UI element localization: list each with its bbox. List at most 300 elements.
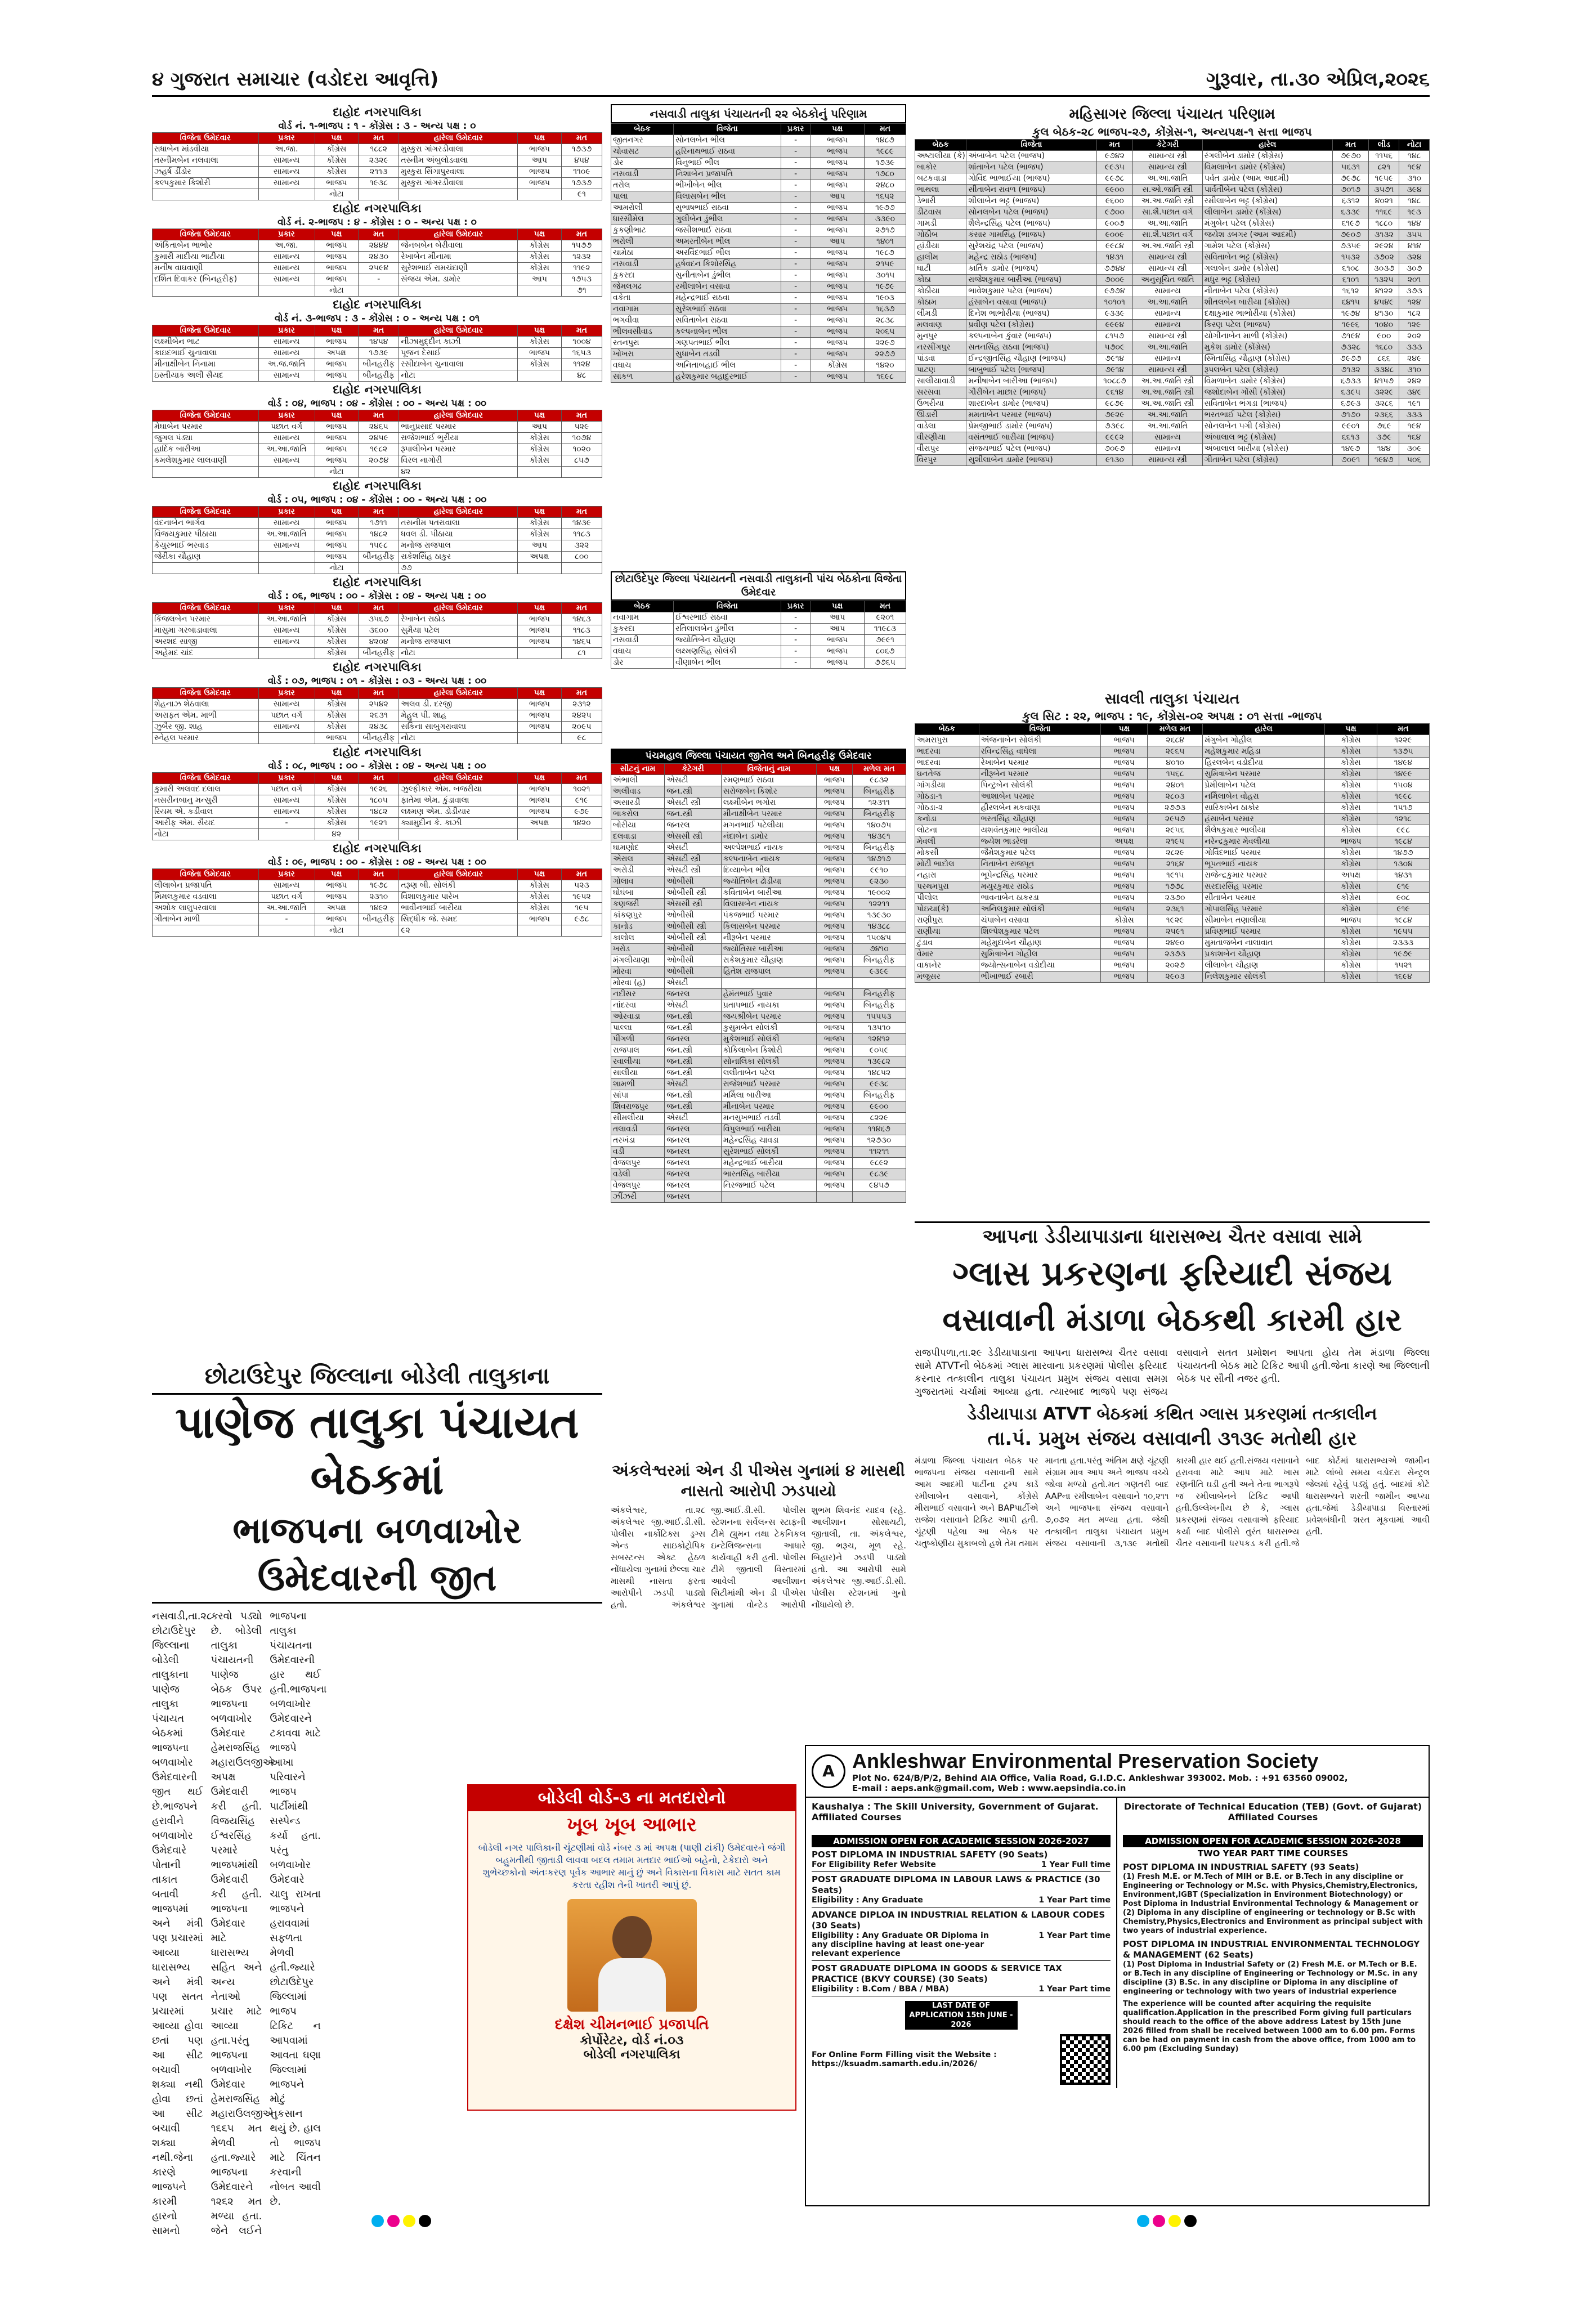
table-row bbox=[611, 910, 906, 921]
table-row bbox=[611, 865, 906, 876]
table-row bbox=[915, 825, 1430, 836]
table-row bbox=[611, 349, 906, 360]
table-row bbox=[153, 274, 602, 285]
table-cell: કોંગ્રેસ bbox=[518, 880, 562, 892]
bodeli-thanks-ad bbox=[467, 1784, 796, 2111]
table-cell: ૧૦૪૦ bbox=[1369, 320, 1399, 331]
table-cell: ૨૦૭૪ bbox=[359, 455, 399, 467]
table-cell: તરોલ bbox=[611, 180, 674, 191]
table-cell: ભાજપ bbox=[811, 326, 864, 338]
table-cell: ઝુબૈર જી. શાહ bbox=[153, 722, 259, 733]
table-cell: લક્ષ્મીબેન ભાટ bbox=[153, 337, 259, 348]
table-cell: ૯૦૦૯ bbox=[1096, 230, 1133, 241]
table-cell: મહેન્દ્રભાઈ બારીયા bbox=[721, 1158, 816, 1169]
table-cell: પીલોલ bbox=[915, 893, 979, 904]
table-row bbox=[915, 162, 1430, 173]
table-row bbox=[611, 281, 906, 293]
table-cell: ૧૯૭૯ bbox=[864, 281, 906, 293]
table-cell: ૧૯૨૧ bbox=[359, 818, 399, 829]
table-cell: ૧૩૯૮૨ bbox=[852, 1056, 906, 1068]
table-cell: ૯૮૯૨ bbox=[852, 1158, 906, 1169]
table-cell: ૪૫૪ bbox=[561, 155, 602, 167]
table-cell: ભાજપ bbox=[817, 921, 853, 933]
table-cell: ખોખરા bbox=[611, 349, 674, 360]
table-cell: ભાજપ bbox=[817, 1079, 853, 1090]
table-cell: ડેભારી bbox=[915, 196, 966, 207]
table-cell: અપક્ષ bbox=[1325, 870, 1377, 881]
table-row bbox=[611, 180, 906, 191]
table-cell: ૬૧૯૭ bbox=[1332, 218, 1369, 230]
table-row bbox=[153, 625, 602, 637]
table-cell: ૭૯૦૭ bbox=[1332, 230, 1369, 241]
table-cell: ૧૪૫૪ bbox=[359, 337, 399, 348]
ad-title: બોડેલી વોર્ડ-૩ ના મતદારોનો bbox=[468, 1785, 795, 1811]
table-cell: ૧૪૪ bbox=[1369, 444, 1399, 455]
table-cell: અલ્પેશભાઈ નાયક bbox=[721, 843, 816, 854]
column-header: મત bbox=[359, 507, 399, 518]
sanjay-sub-1: ડેડીયાપાડા ATVT બેઠકમાં કથિત ગ્લાસ પ્રકરણમાં તત્કાલીન bbox=[967, 1404, 1377, 1424]
dahod-ward-table bbox=[152, 506, 602, 574]
person-org: બોડેલી નગરપાલિકા bbox=[583, 2048, 680, 2062]
table-cell: પીંગળી bbox=[611, 1034, 665, 1045]
table-cell: ભાજપ bbox=[811, 338, 864, 349]
course-eligibility: Eligibility : Any Graduate OR Diploma in any discipline having at least one-year relevant experience bbox=[812, 1931, 989, 1958]
table-cell: મીનાબેન પરમાર bbox=[721, 1101, 816, 1113]
table-cell: મુસ્કુરા ગાંગરડીવાલા bbox=[399, 144, 518, 155]
table-cell: નોટા bbox=[315, 189, 359, 200]
table-cell: ૧૪૮૨ bbox=[359, 529, 399, 540]
table-cell: દલવાડા bbox=[611, 831, 665, 843]
table-cell bbox=[359, 563, 399, 574]
table-cell: - bbox=[781, 293, 811, 304]
table-cell: - bbox=[781, 259, 811, 270]
table-cell: અ.જા. bbox=[258, 144, 315, 155]
table-cell: ૧૯૦૦૨ bbox=[852, 888, 906, 899]
table-cell: ૭૧ bbox=[561, 285, 602, 297]
dahod-ward-table bbox=[152, 772, 602, 840]
table-cell: સામાન્ય bbox=[258, 540, 315, 552]
table-cell: બીનહરીફ bbox=[359, 552, 399, 563]
table-cell: ૯૭૯ bbox=[561, 807, 602, 818]
table-cell: કોંગ્રેસ bbox=[1325, 791, 1377, 803]
table-cell: રૂપાલીબેન પરમાર bbox=[399, 444, 518, 455]
sanjay-sub-2: તા.પં. પ્રમુખ સંજય વસાવાની ૩૧૩૯ મતોથી હાર bbox=[987, 1427, 1357, 1450]
table-row bbox=[915, 185, 1430, 196]
table-cell: ૩૯૪ bbox=[1399, 185, 1430, 196]
table-cell: ઓબીસી સ્ત્રી bbox=[665, 888, 722, 899]
table-cell: અ.આ.જાતિ સ્ત્રી bbox=[1133, 241, 1203, 252]
table-cell: ૩૨૪ bbox=[1399, 252, 1430, 263]
table-cell: સીમાબેન તણાલીયા bbox=[1203, 915, 1325, 926]
table-cell: ગોઠડા-૨ bbox=[915, 803, 979, 814]
table-cell: જ્યોત્સનાબેન વડોદીયા bbox=[979, 960, 1101, 971]
table-cell: સાંકળ bbox=[611, 371, 674, 383]
table-cell: ૧૪૩૧ bbox=[1377, 870, 1430, 881]
table-cell: ૨૬૮૪ bbox=[1148, 735, 1203, 746]
table-cell: ૩૩૯૦ bbox=[864, 214, 906, 225]
table-cell: ભાદરવા bbox=[915, 758, 979, 769]
course-duration: 1 Year Full time bbox=[1041, 1860, 1111, 1869]
table-cell: ૨૦૧ bbox=[1399, 275, 1430, 286]
table-row bbox=[611, 888, 906, 899]
table-cell: લક્ષ્મણસિંહ સોલંકી bbox=[674, 646, 781, 657]
table-cell: ૨૫૯૪ bbox=[359, 263, 399, 274]
table-cell: કોંગ્રેસ bbox=[1325, 769, 1377, 780]
table-cell: વીરાપુર bbox=[915, 444, 966, 455]
table-cell: સામાન્ય bbox=[258, 795, 315, 807]
table-row bbox=[153, 784, 602, 795]
table-cell: નવાગામ bbox=[611, 304, 674, 315]
table-cell: ભાજપ bbox=[811, 135, 864, 146]
table-cell: ૧૧૯૮૩ bbox=[864, 624, 906, 635]
table-cell: વઘાચ bbox=[611, 360, 674, 371]
table-cell: કમલેશકુમાર લાલવાણી bbox=[153, 455, 259, 467]
column-header: પક્ષ bbox=[315, 603, 359, 614]
table-cell: કલ્પનાબેન ભીલ bbox=[674, 326, 781, 338]
table-cell: ભાજપ bbox=[817, 1090, 853, 1101]
table-cell: ભાજપ bbox=[315, 733, 359, 744]
table-cell: સામાન્ય bbox=[258, 722, 315, 733]
table-cell: અંબાલાલ બારીયા (કોંગ્રેસ) bbox=[1202, 444, 1332, 455]
table-cell bbox=[518, 285, 562, 297]
table-cell: કોંગ્રેસ bbox=[1325, 859, 1377, 870]
table-cell: હરિનાથભાઈ રાઠવા bbox=[674, 146, 781, 158]
table-cell: કોંગ્રેસ bbox=[1325, 926, 1377, 938]
column-header: બેઠક bbox=[611, 124, 674, 135]
table-cell: ૬૧૦૧ bbox=[1332, 275, 1369, 286]
table-cell: ૧૩૯૩૦ bbox=[852, 910, 906, 921]
table-cell: - bbox=[781, 214, 811, 225]
table-cell: બિનહરીફ bbox=[852, 989, 906, 1000]
table-row bbox=[611, 1101, 906, 1113]
table-cell: ભાજપ bbox=[1101, 825, 1148, 836]
column-header: નોટા bbox=[1399, 140, 1430, 151]
table-cell: ૧૨૯ bbox=[1399, 320, 1430, 331]
table-cell: નહારા bbox=[915, 870, 979, 881]
table-cell: અ.આ.જાતિ bbox=[258, 614, 315, 625]
table-cell: ૯૦૮ bbox=[1377, 893, 1430, 904]
table-cell: ઘામણોદ bbox=[611, 843, 665, 854]
table-cell: હર્ષવદન કિશોરસિંહ bbox=[674, 259, 781, 270]
table-row bbox=[915, 960, 1430, 971]
table-cell: રાજેન્દ્રકુમાર પરમાર bbox=[1203, 870, 1325, 881]
table-cell: બીનહરીફ bbox=[359, 370, 399, 382]
table-cell: ૮૫૭ bbox=[561, 455, 602, 467]
table-row bbox=[915, 320, 1430, 331]
table-cell: ભાજપ bbox=[518, 784, 562, 795]
table-cell: - bbox=[781, 236, 811, 248]
table-cell: લીમડી bbox=[915, 308, 966, 320]
table-cell bbox=[518, 563, 562, 574]
table-cell: ભાજપ bbox=[315, 359, 359, 370]
table-cell: ૧૯૭૭ bbox=[864, 203, 906, 214]
table-cell: વાડેલા bbox=[915, 421, 966, 432]
table-row bbox=[915, 151, 1430, 162]
table-cell: ૭૯૭૦ bbox=[1332, 151, 1369, 162]
table-cell: રાધાબેન માંડવીયા bbox=[153, 144, 259, 155]
table-cell: ઓબીસી bbox=[665, 910, 722, 921]
table-cell: મલવાણ bbox=[915, 320, 966, 331]
table-row bbox=[611, 966, 906, 978]
table-cell: મનીષાબેન બારીઆ (ભાજપ) bbox=[966, 376, 1096, 387]
dahod-ward-title: દાહોદ નગરપાલિકા bbox=[333, 105, 422, 119]
table-row bbox=[611, 876, 906, 888]
table-cell: ૭૦૦૯ bbox=[1096, 275, 1133, 286]
table-cell: ૧૪૦૧ bbox=[864, 236, 906, 248]
table-cell bbox=[153, 563, 259, 574]
table-cell: તસ્નીમબેન નલવાલા bbox=[153, 155, 259, 167]
table-cell: તસ્નીમ અંબુલોડવાલા bbox=[399, 155, 518, 167]
table-cell: કોંગ્રેસ bbox=[1101, 915, 1148, 926]
table-cell: કિંજલબેન પરમાર bbox=[153, 614, 259, 625]
table-cell: બીનહરીફ bbox=[359, 733, 399, 744]
table-cell: ભાજપ bbox=[817, 775, 853, 786]
table-cell: ૫૦૬ bbox=[1399, 455, 1430, 466]
table-row bbox=[611, 191, 906, 203]
table-cell: રસીદાબેન ચુનાવાલા bbox=[399, 359, 518, 370]
table-cell: ૧૯૭૮ bbox=[359, 880, 399, 892]
course-duration: 1 Year Part time bbox=[1038, 1931, 1111, 1940]
table-cell: ૨૪૮૦ bbox=[864, 180, 906, 191]
table-cell: હંસાબેન પરમાર bbox=[1203, 814, 1325, 825]
table-cell: હીરલબેન મકવાણા bbox=[979, 803, 1101, 814]
table-cell: નોટા bbox=[315, 563, 359, 574]
table-row bbox=[153, 722, 602, 733]
table-cell: જયેશ ડબગર (આમ આદમી) bbox=[1202, 230, 1332, 241]
table-row bbox=[611, 270, 906, 281]
table-cell: વડી bbox=[611, 1147, 665, 1158]
table-cell: ભાજપ bbox=[518, 795, 562, 807]
table-cell: ૨૪૨ bbox=[1399, 376, 1430, 387]
table-cell: - bbox=[781, 646, 811, 657]
table-cell: ૬૭૩૩ bbox=[1332, 376, 1369, 387]
table-cell: સકિના સાબુગરાવાલા bbox=[399, 722, 518, 733]
table-cell: પ્રકાશબેન ચૌહાણ bbox=[1203, 949, 1325, 960]
table-row bbox=[611, 248, 906, 259]
table-cell: સામાન્ય bbox=[258, 807, 315, 818]
table-cell: - bbox=[781, 270, 811, 281]
table-cell: સા.શૈ.પછાત વર્ગ bbox=[1133, 207, 1203, 218]
table-cell: ૮૧૫૭ bbox=[1096, 331, 1133, 342]
table-cell: મંગલીયાણા bbox=[611, 955, 665, 966]
column-header: હારેલા ઉમેદવાર bbox=[399, 869, 518, 880]
table-cell: ભાજપ bbox=[1101, 870, 1148, 881]
table-cell: ૧૬૫૩ bbox=[561, 348, 602, 359]
column-header: પક્ષ bbox=[518, 133, 562, 144]
table-row bbox=[915, 848, 1430, 859]
right-admission-bar: ADMISSION OPEN FOR ACADEMIC SESSION 2026-2028 bbox=[1123, 1835, 1423, 1847]
course-item bbox=[812, 1847, 1111, 1872]
table-row bbox=[611, 955, 906, 966]
table-cell: ભાજપ bbox=[817, 955, 853, 966]
table-cell: ૭૩૨૮ bbox=[1332, 342, 1369, 353]
table-cell: હાંડીયા bbox=[915, 241, 966, 252]
table-cell: કોંગ્રેસ bbox=[1325, 971, 1377, 983]
table-cell: અનુસૂચિત જાતિ bbox=[1133, 275, 1203, 286]
table-cell: કોંગ્રેસ bbox=[315, 167, 359, 178]
table-cell: જસીશભાઈ રાઠવા bbox=[674, 225, 781, 236]
table-cell: ૨૦૯૫ bbox=[561, 722, 602, 733]
table-row bbox=[611, 635, 906, 646]
table-cell: મધુર ભટ્ટ (કોંગ્રેસ) bbox=[1202, 275, 1332, 286]
table-cell: ૨૪૦૧ bbox=[1148, 780, 1203, 791]
table-cell: ૧૯૩ bbox=[1399, 207, 1430, 218]
table-cell: ૨૪૩૮ bbox=[359, 722, 399, 733]
table-row bbox=[915, 735, 1430, 746]
table-row bbox=[153, 189, 602, 200]
table-cell: ૯૬૧૪ bbox=[1096, 387, 1133, 398]
table-row bbox=[915, 791, 1430, 803]
table-cell: ૨૯૫૬ bbox=[1148, 825, 1203, 836]
table-cell: ૯૨૩૦ bbox=[852, 876, 906, 888]
table-cell: ૨૪૬૫ bbox=[359, 422, 399, 433]
column-header: મત bbox=[561, 773, 602, 784]
table-cell: વેજલપુર bbox=[611, 1180, 665, 1192]
table-cell: ૪૦૨૧ bbox=[1369, 196, 1399, 207]
table-cell: - bbox=[781, 203, 811, 214]
table-cell bbox=[258, 467, 315, 478]
table-cell: ૬૬૧૩ bbox=[1332, 432, 1369, 444]
table-cell: આરીફ એમ. સૈયદ bbox=[153, 818, 259, 829]
mahisagar-block bbox=[915, 104, 1430, 681]
table-row bbox=[915, 286, 1430, 297]
table-cell: ભાજપ bbox=[315, 240, 359, 252]
table-row bbox=[153, 903, 602, 914]
table-cell bbox=[518, 370, 562, 382]
table-cell: વેજલપુર bbox=[611, 1158, 665, 1169]
table-cell: શાંતાબેન પટેલ (ભાજપ) bbox=[966, 162, 1096, 173]
registration-dots-left bbox=[371, 2215, 435, 2229]
table-cell: લલીતાબેન પટેલ bbox=[721, 1068, 816, 1079]
table-cell: ગૌરીબેન માછાર (ભાજપ) bbox=[966, 387, 1096, 398]
course-item bbox=[812, 1961, 1111, 1996]
table-cell: ૩૪૯ bbox=[1399, 387, 1430, 398]
table-cell: રાજપાલ bbox=[611, 1045, 665, 1056]
table-cell: - bbox=[258, 818, 315, 829]
table-cell: ભાજપ bbox=[315, 422, 359, 433]
table-row bbox=[915, 376, 1430, 387]
table-cell: ભીલવસીવાડ bbox=[611, 326, 674, 338]
table-cell: - bbox=[781, 191, 811, 203]
table-row bbox=[915, 926, 1430, 938]
header-right: ગુરૂવાર, તા.૩૦ એપ્રિલ,૨૦૨૬ bbox=[1206, 68, 1430, 91]
ad-title-2: ખૂબ ખૂબ આભાર bbox=[567, 1813, 697, 1836]
table-cell: કોંગ્રેસ bbox=[518, 359, 562, 370]
table-row bbox=[611, 624, 906, 635]
table-cell: અ.આ.જાતિ bbox=[1133, 173, 1203, 185]
table-cell: મર્મિલા બારીઆ bbox=[721, 1090, 816, 1101]
table-cell: ૬૭૯૩ bbox=[1332, 398, 1369, 410]
table-cell: ૨૮૦૩ bbox=[1148, 791, 1203, 803]
table-cell: ભાજપ bbox=[315, 914, 359, 925]
panchmahal-table bbox=[611, 763, 906, 1203]
table-cell: સ.ઓ.જાતિ સ્ત્રી bbox=[1133, 185, 1203, 196]
table-cell: ભાજપ bbox=[315, 540, 359, 552]
table-cell: પાલા bbox=[611, 191, 674, 203]
table-cell: સામાન્ય સ્ત્રી bbox=[1133, 365, 1203, 376]
table-row bbox=[611, 786, 906, 798]
table-row bbox=[153, 829, 602, 840]
dahod-ward-table bbox=[152, 602, 602, 659]
table-row bbox=[153, 422, 602, 433]
column-header: કેટેગરી bbox=[665, 764, 722, 775]
table-cell: કંસાર ગામસિંહ (ભાજપ) bbox=[966, 230, 1096, 241]
column-header: પક્ષ bbox=[518, 410, 562, 422]
table-cell: ૨૩૭૩ bbox=[1148, 949, 1203, 960]
table-cell: ૧૧૯૨ bbox=[561, 263, 602, 274]
table-cell: આપ bbox=[518, 540, 562, 552]
table-cell: ૧૦૨૧ bbox=[561, 784, 602, 795]
table-cell bbox=[561, 925, 602, 937]
table-cell: ૧૬૯૮ bbox=[864, 371, 906, 383]
table-cell bbox=[359, 189, 399, 200]
course-item bbox=[812, 1872, 1111, 1907]
table-cell: નસરીનબાનુ મન્સુરી bbox=[153, 795, 259, 807]
table-cell: ભાજપ bbox=[811, 248, 864, 259]
table-cell: સોનલબેન પગી (કોંગ્રેસ) bbox=[1202, 421, 1332, 432]
table-cell: ભાજપ bbox=[315, 274, 359, 285]
table-cell: રાજેશભાઈ પરમાર bbox=[721, 1079, 816, 1090]
table-cell: ૧૦૦૪ bbox=[561, 337, 602, 348]
table-row bbox=[915, 218, 1430, 230]
teb-head: Directorate of Technical Education (TEB) (Govt. of Gujarat) Affiliated Courses bbox=[1123, 1801, 1422, 1823]
r2-title: POST DIPLOMA IN INDUSTRIAL ENVIRONMENTAL TECHNOLOGY & MANAGEMENT (62 Seats) bbox=[1123, 1939, 1420, 1960]
table-cell: ભાજપ bbox=[315, 455, 359, 467]
table-cell bbox=[518, 648, 562, 659]
table-cell: ૯૩૩૯ bbox=[1096, 308, 1133, 320]
table-cell: નોટા bbox=[399, 370, 518, 382]
savli-title: સાવલી તાલુકા પંચાયત bbox=[1104, 691, 1240, 708]
table-cell: ૧૧૨૧૧ bbox=[852, 1147, 906, 1158]
table-row bbox=[611, 820, 906, 831]
column-header: વિજેતા bbox=[979, 724, 1101, 735]
dahod-ward-table bbox=[152, 868, 602, 937]
table-cell: ૨૪૯૦ bbox=[1148, 938, 1203, 949]
table-row bbox=[153, 433, 602, 444]
table-cell: પૂજન દેસાઈ bbox=[399, 348, 518, 359]
table-cell: જ્યેશ ભાડરેલા bbox=[979, 836, 1101, 848]
column-header: મત bbox=[864, 601, 906, 612]
column-header: મત bbox=[1096, 140, 1133, 151]
table-row bbox=[153, 444, 602, 455]
table-cell: મયુરકુમાર રાઠોડ bbox=[979, 881, 1101, 893]
table-cell: ૬૪૧૫ bbox=[1332, 297, 1369, 308]
table-cell: અંકિતાબેન ભાભોર bbox=[153, 240, 259, 252]
right-part-time: TWO YEAR PART TIME COURSES bbox=[1123, 1847, 1423, 1860]
table-cell: ભાજપ bbox=[817, 1135, 853, 1147]
table-cell: બાબુભાઈ પટેલ (ભાજપ) bbox=[966, 365, 1096, 376]
table-cell: ૧૬૮૦ bbox=[1369, 342, 1399, 353]
table-cell: ૨૨૯૭ bbox=[864, 338, 906, 349]
column-header: પ્રકાર bbox=[258, 133, 315, 144]
table-cell: ૧૪૩૮૮ bbox=[852, 921, 906, 933]
table-row bbox=[915, 859, 1430, 870]
table-cell: ૧૨૩૧૧ bbox=[852, 798, 906, 809]
table-cell: ધારસીમેલ bbox=[611, 214, 674, 225]
table-cell: મિમલકુમાર વડવાલા bbox=[153, 892, 259, 903]
table-cell: ૨૩૬૧ bbox=[1148, 904, 1203, 915]
table-cell: ૭૯૧૪ bbox=[1096, 365, 1133, 376]
column-header: વિજેતા ઉમેદવાર bbox=[153, 229, 259, 240]
table-cell: રવાલીયા bbox=[611, 1056, 665, 1068]
table-cell: ૧૪૩૧ bbox=[1096, 252, 1133, 263]
table-cell: અ.આ.જાતિ bbox=[258, 529, 315, 540]
table-cell: ભાકરોલ bbox=[611, 809, 665, 820]
table-cell: ભાજપ bbox=[817, 944, 853, 955]
table-row bbox=[611, 1023, 906, 1034]
table-cell: નોટા bbox=[315, 925, 359, 937]
dahod-ward-table bbox=[152, 325, 602, 382]
